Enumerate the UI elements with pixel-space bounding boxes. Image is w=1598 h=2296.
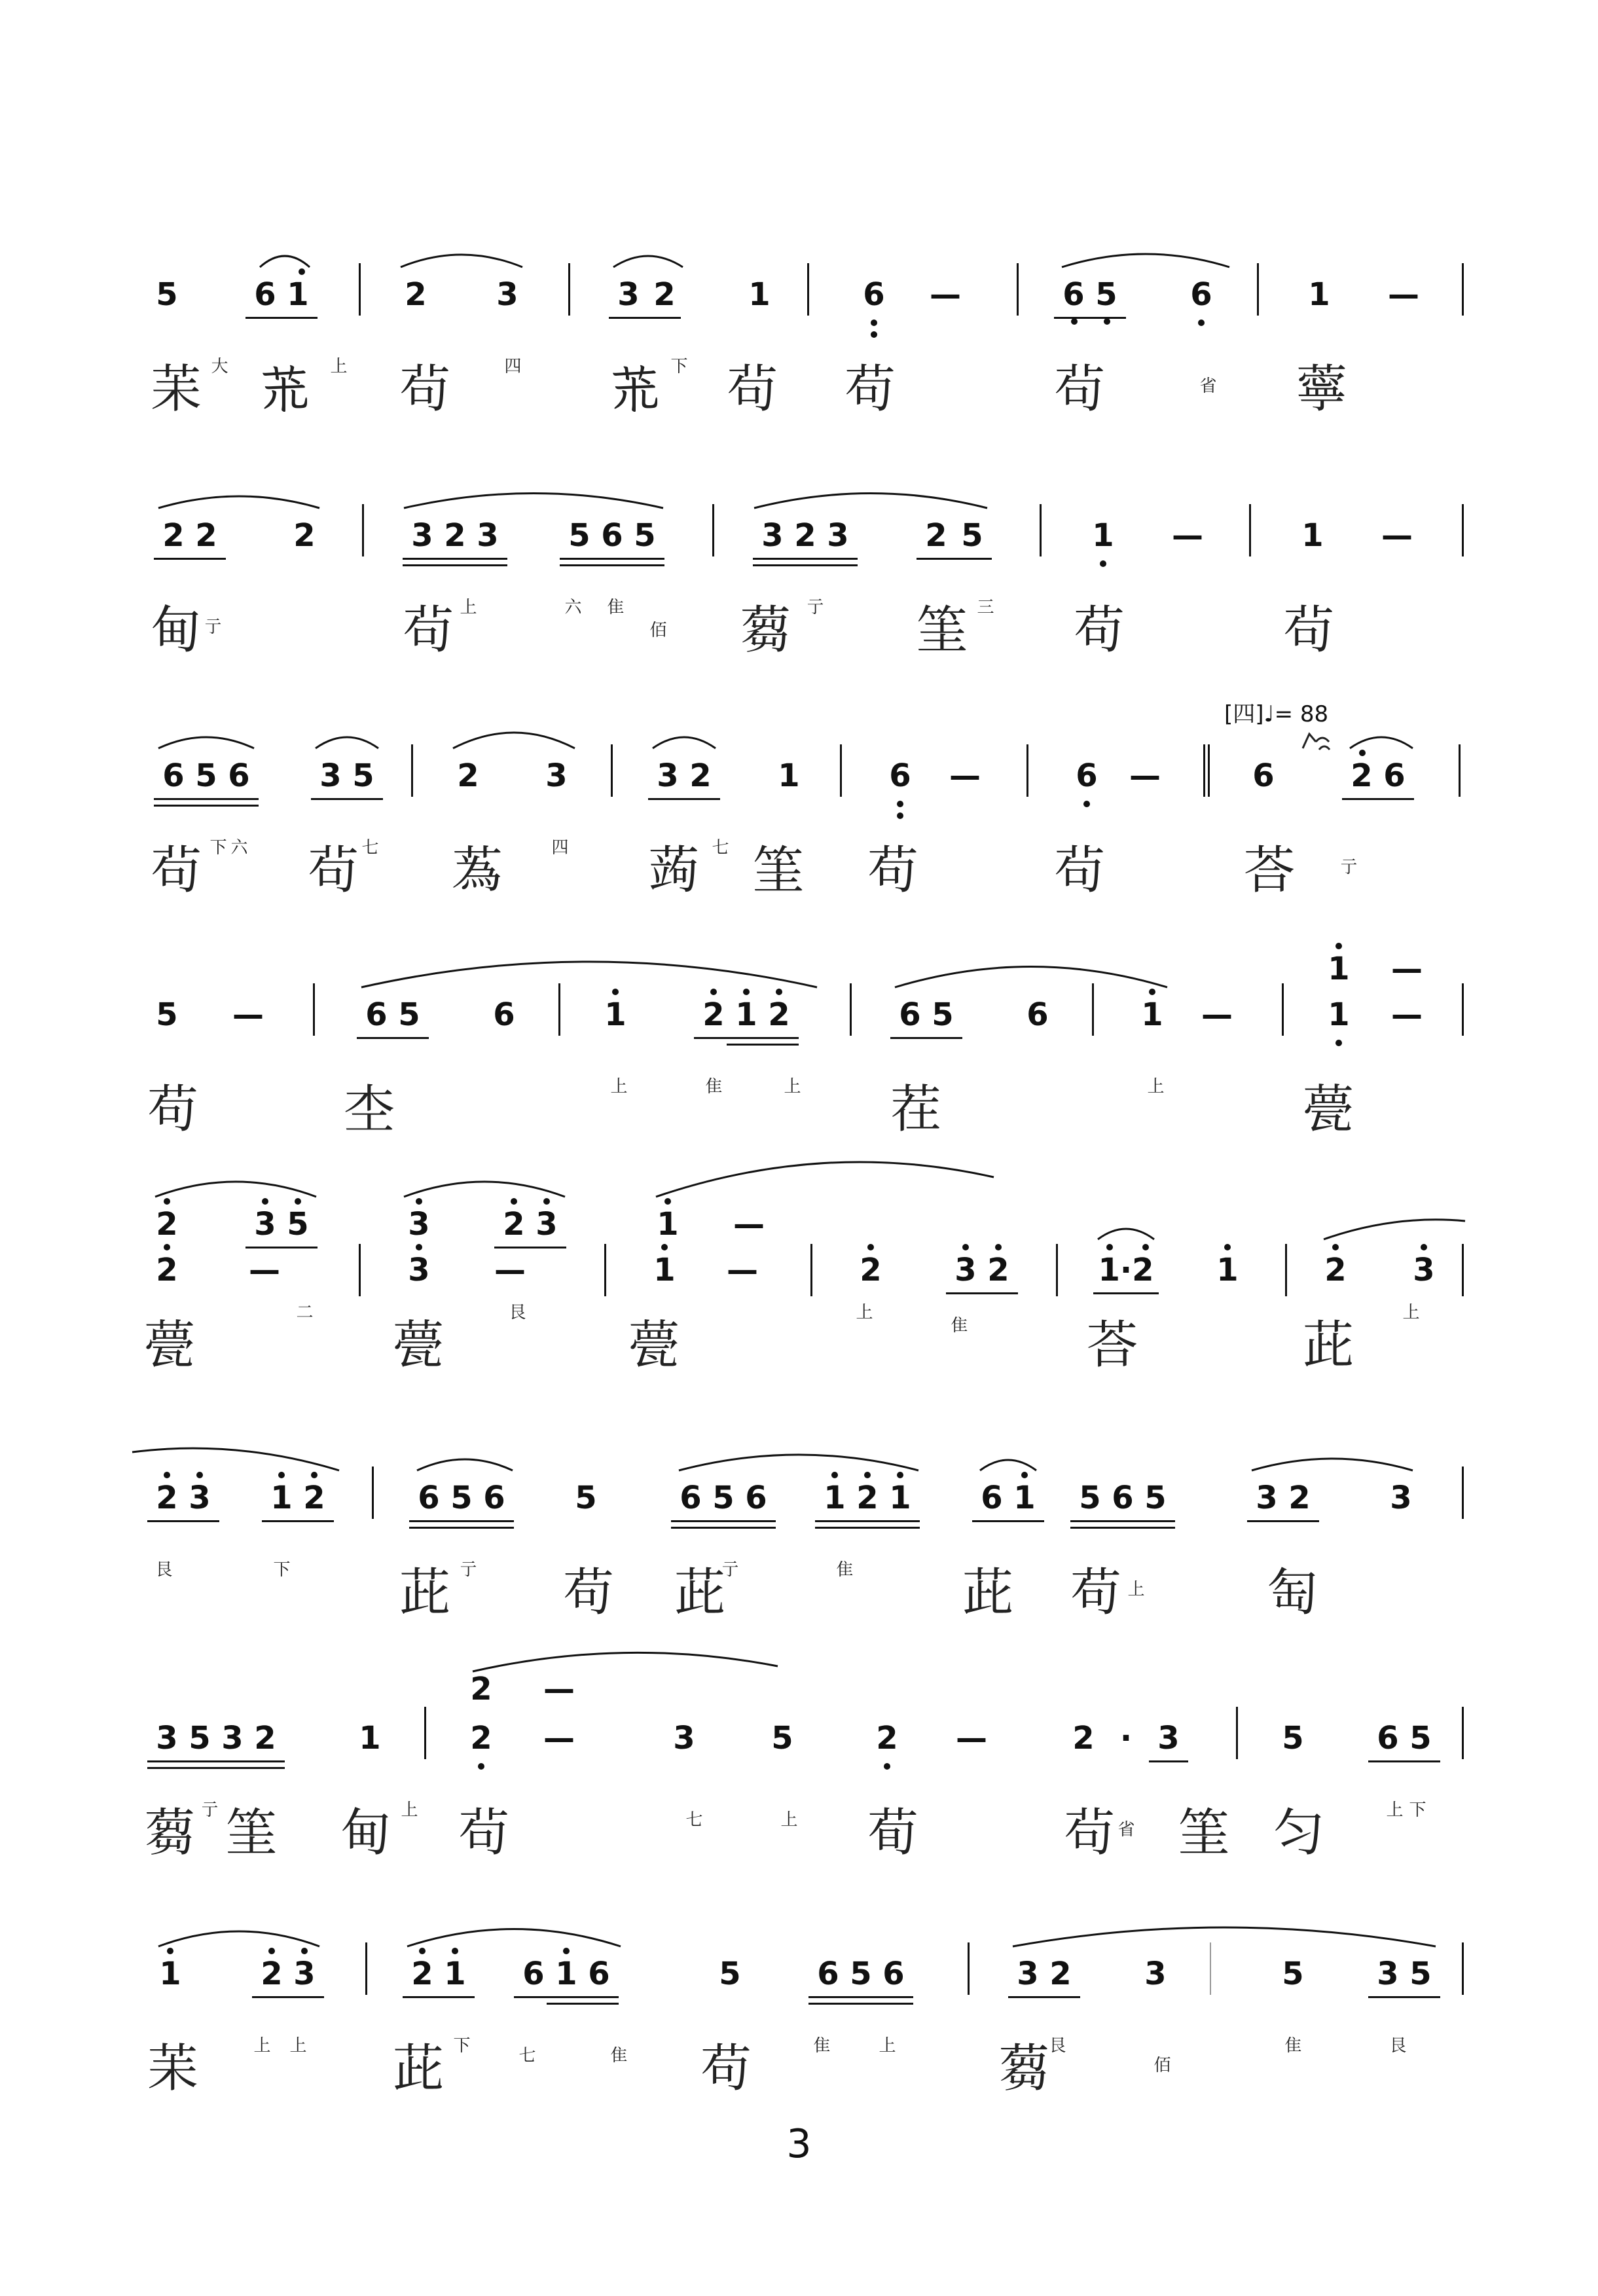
dash: — [1129, 757, 1161, 794]
note: 1·2 [1098, 1252, 1154, 1288]
tab-char: 茍 [1054, 360, 1106, 419]
tab-char: 蒍 [452, 841, 503, 900]
tab-char: 𦬸 [609, 360, 661, 419]
tab-char: 苿 [147, 2039, 199, 2098]
note: 2 [1351, 757, 1373, 794]
tab-char: 蒭 [998, 2039, 1050, 2098]
tab-mark: 上 [1125, 1580, 1144, 1597]
note: 5 [1144, 1480, 1167, 1516]
score-line-6 [0, 1478, 1598, 1675]
note: 2 [1288, 1480, 1311, 1516]
note: 1 [1328, 951, 1350, 987]
note: 1 [1141, 996, 1163, 1033]
tab-char: 茬 [890, 1080, 942, 1139]
note: 6 [817, 1956, 839, 1992]
note: 6 [588, 1956, 610, 1992]
tab-char: 甍 [393, 1316, 445, 1375]
note: 2 [156, 1206, 178, 1243]
tab-char: 蒭 [740, 601, 791, 660]
note: 5 [568, 517, 590, 554]
dash: — [232, 996, 264, 1033]
dash: — [543, 1671, 575, 1707]
tab-mark: 隹 [833, 1560, 853, 1577]
note: 2 [987, 1252, 1009, 1288]
note: 3 [1017, 1956, 1039, 1992]
dash: — [733, 1206, 765, 1243]
score-line-5 [0, 1205, 1598, 1401]
note: 6 [493, 996, 515, 1033]
note: 5 [195, 757, 217, 794]
tab-mark: 四 [501, 357, 521, 374]
tab-mark: 亍 [719, 1560, 738, 1577]
tab-mark: 亍 [198, 1800, 218, 1817]
tab-mark: 艮 [1046, 2036, 1066, 2053]
tab-mark: 隹 [702, 1077, 722, 1094]
note: 6 [365, 996, 388, 1033]
tab-char: 茍 [458, 1804, 510, 1863]
note: 5 [189, 1720, 211, 1757]
note: 1 [657, 1206, 679, 1243]
tab-char: 筀 [1178, 1804, 1230, 1863]
tab-mark: 上 [287, 2036, 306, 2053]
tab-mark: 隹 [810, 2036, 830, 2053]
note: 2 [457, 757, 479, 794]
tab-char: 茍 [1054, 841, 1106, 900]
note: 5 [1079, 1480, 1101, 1516]
note: 2 [195, 517, 217, 554]
tab-mark: 艮 [1387, 2036, 1406, 2053]
note: 3 [189, 1480, 211, 1516]
tab-char: 茍 [1283, 601, 1335, 660]
note: 1 [1013, 1480, 1036, 1516]
note: 3 [1390, 1480, 1412, 1516]
tab-mark: 隹 [604, 598, 624, 615]
note: 2 [254, 1720, 276, 1757]
tab-char: 茍 [399, 360, 451, 419]
tab-mark: 下 [1406, 1800, 1426, 1817]
tab-mark: 上 [398, 1800, 418, 1817]
note: 2 [162, 517, 185, 554]
note: 1 [444, 1956, 466, 1992]
tab-mark: 亍 [804, 598, 824, 615]
tab-mark: 二 [293, 1303, 313, 1320]
dash: — [1172, 517, 1203, 554]
tab-char: 筀 [917, 601, 968, 660]
note: 2 [411, 1956, 433, 1992]
note: 5 [450, 1480, 473, 1516]
note: 5 [961, 517, 983, 554]
tab-mark: 上 [608, 1077, 627, 1094]
tempo-mark: [四]♩= 88 [1224, 701, 1329, 727]
note: 3 [617, 276, 640, 313]
note: 3 [408, 1252, 430, 1288]
note: 3 [496, 276, 518, 313]
note: 2 [405, 276, 427, 313]
note: 2 [303, 1480, 325, 1516]
tab-char: 苟 [700, 2039, 752, 2098]
note: 6 [863, 276, 885, 313]
tab-mark: 隹 [1282, 2036, 1301, 2053]
dash: — [1381, 517, 1413, 554]
note: 6 [228, 757, 250, 794]
note: 1 [735, 996, 757, 1033]
note: 5 [1282, 1956, 1304, 1992]
note: 1 [1216, 1252, 1239, 1288]
note: 6 [1076, 757, 1098, 794]
dash: — [956, 1720, 987, 1757]
tab-mark: 四 [549, 838, 568, 855]
tab-mark: 六 [228, 838, 247, 855]
note: 5 [634, 517, 656, 554]
note: 5 [352, 757, 374, 794]
note: 3 [1144, 1956, 1167, 1992]
note: 2 [156, 1480, 178, 1516]
dash: — [1391, 951, 1423, 987]
tab-mark: 下 [270, 1560, 290, 1577]
note: 2 [925, 517, 947, 554]
tab-char: 荀 [867, 1804, 919, 1863]
note: 1 [824, 1480, 846, 1516]
note: 3 [954, 1252, 977, 1288]
tab-mark: 上 [1400, 1303, 1419, 1320]
note: 5 [575, 1480, 597, 1516]
note: 1 [653, 1252, 676, 1288]
tab-mark: 下 [450, 2036, 470, 2053]
tab-char: 茍 [151, 841, 202, 900]
tab-char: 苟 [1074, 601, 1125, 660]
dash: — [1391, 996, 1423, 1033]
tab-char: 甍 [1303, 1080, 1354, 1139]
tab-char: 苟 [867, 841, 919, 900]
tab-mark: 上 [1383, 1800, 1403, 1817]
tab-char: 苿 [151, 360, 202, 419]
note: 6 [1190, 276, 1212, 313]
dash: — [543, 1720, 575, 1757]
note: 3 [254, 1206, 276, 1243]
tab-char: 荅 [1244, 841, 1296, 900]
tab-char: 筀 [753, 841, 805, 900]
tab-char: 苟 [147, 1080, 199, 1139]
note: 1 [555, 1956, 577, 1992]
tab-mark: 上 [781, 1077, 801, 1094]
note: 2 [503, 1206, 525, 1243]
tab-char: 茈 [1303, 1316, 1354, 1375]
tab-mark: 亍 [1337, 858, 1357, 875]
tab-mark: 七 [709, 838, 729, 855]
note: 5 [771, 1720, 793, 1757]
dash: — [727, 1252, 758, 1288]
tab-char: 甍 [144, 1316, 196, 1375]
tab-mark: 大 [208, 357, 228, 374]
note: 6 [1112, 1480, 1134, 1516]
tab-char: 匀 [1273, 1804, 1325, 1863]
note: 3 [761, 517, 784, 554]
note: 2 [702, 996, 725, 1033]
tab-char: 蒟 [648, 841, 700, 900]
note: 3 [657, 757, 679, 794]
note: 1 [159, 1956, 181, 1992]
score-line-2 [0, 516, 1598, 712]
note: 1 [1301, 517, 1324, 554]
note: 3 [221, 1720, 244, 1757]
note: 6 [601, 517, 623, 554]
tab-char: 茈 [393, 2039, 445, 2098]
tab-mark: 艮 [506, 1303, 526, 1320]
note: 2 [653, 276, 676, 313]
tab-char: 茍 [727, 360, 778, 419]
dash: — [930, 276, 961, 313]
note: 1 [359, 1720, 381, 1757]
note: 6 [522, 1956, 545, 1992]
note: 3 [319, 757, 342, 794]
note: 3 [1157, 1720, 1180, 1757]
note: 3 [673, 1720, 695, 1757]
note: 5 [850, 1956, 872, 1992]
tab-mark: 七 [359, 838, 378, 855]
note: 2 [156, 1252, 178, 1288]
tab-char: 茍 [308, 841, 359, 900]
tab-char: 筀 [226, 1804, 278, 1863]
tab-mark: 省 [1115, 1820, 1135, 1837]
note: 1 [889, 1480, 911, 1516]
tab-mark: 三 [974, 598, 994, 615]
dash: — [494, 1252, 526, 1288]
note: 6 [981, 1480, 1003, 1516]
note: 5 [932, 996, 954, 1033]
note: 5 [1409, 1956, 1432, 1992]
note: 1 [1308, 276, 1330, 313]
dash: — [949, 757, 981, 794]
note: 6 [680, 1480, 702, 1516]
note: 1 [1328, 996, 1350, 1033]
tab-mark: 佰 [1151, 2056, 1171, 2073]
tab-mark: 上 [1144, 1077, 1164, 1094]
note: 6 [1026, 996, 1049, 1033]
note: 3 [293, 1956, 316, 1992]
note: 6 [745, 1480, 767, 1516]
score-line-1 [0, 275, 1598, 471]
note: 2 [689, 757, 712, 794]
note: 5 [287, 1206, 309, 1243]
tab-mark: 隹 [608, 2046, 627, 2063]
note: 3 [156, 1720, 178, 1757]
tab-mark: 七 [683, 1810, 702, 1827]
tab-char: 𦬸 [259, 360, 310, 419]
note: 3 [408, 1206, 430, 1243]
note: 2 [860, 1252, 882, 1288]
tab-mark: 艮 [153, 1560, 172, 1577]
tab-mark: 隹 [948, 1316, 968, 1333]
note: 2 [1324, 1252, 1347, 1288]
dash: — [1201, 996, 1233, 1033]
note: 1 [270, 1480, 293, 1516]
dash: — [249, 1252, 280, 1288]
note: 2 [794, 517, 816, 554]
note: 5 [712, 1480, 735, 1516]
tab-mark: 上 [251, 2036, 270, 2053]
note: 3 [827, 517, 849, 554]
tab-char: 杢 [344, 1080, 395, 1139]
note: 2 [856, 1480, 879, 1516]
tab-mark: 亍 [202, 617, 221, 634]
note: 6 [418, 1480, 440, 1516]
score-line-3 [0, 756, 1598, 953]
note: 6 [899, 996, 921, 1033]
note: 3 [536, 1206, 558, 1243]
note: 5 [719, 1956, 741, 1992]
note: 3 [545, 757, 568, 794]
tab-char: 茍 [1064, 1804, 1116, 1863]
note: 2 [768, 996, 790, 1033]
note: 1 [287, 276, 309, 313]
note: · [1119, 1720, 1133, 1757]
tab-mark: 亍 [457, 1560, 477, 1577]
tab-char: 薴 [1296, 360, 1348, 419]
page-number: 3 [786, 2121, 812, 2167]
note: 6 [483, 1480, 505, 1516]
tab-mark: 佰 [647, 621, 666, 638]
tab-mark: 六 [562, 598, 581, 615]
note: 2 [470, 1671, 492, 1707]
note: 3 [411, 517, 433, 554]
note: 2 [1049, 1956, 1072, 1992]
score-line-7 [0, 1671, 1598, 1915]
tab-mark: 上 [853, 1303, 873, 1320]
tab-mark: 上 [778, 1810, 797, 1827]
note: 2 [876, 1720, 898, 1757]
tab-char: 茈 [399, 1563, 451, 1622]
note: 5 [1095, 276, 1117, 313]
dash: — [1388, 276, 1419, 313]
note: 1 [604, 996, 626, 1033]
note: 6 [1062, 276, 1085, 313]
tab-char: 蒭 [144, 1804, 196, 1863]
tab-char: 甸 [151, 601, 202, 660]
note: 5 [1409, 1720, 1432, 1757]
tab-char: 甸 [340, 1804, 392, 1863]
tab-mark: 上 [457, 598, 477, 615]
tab-char: 茍 [403, 601, 454, 660]
note: 3 [1377, 1956, 1399, 1992]
note: 2 [444, 517, 466, 554]
note: 6 [882, 1956, 905, 1992]
note: 6 [1377, 1720, 1399, 1757]
note: 6 [1383, 757, 1406, 794]
note: 2 [1072, 1720, 1095, 1757]
tab-char: 荅 [1087, 1316, 1138, 1375]
tab-mark: 上 [327, 357, 347, 374]
tab-char: 甍 [628, 1316, 680, 1375]
note: 2 [470, 1720, 492, 1757]
note: 1 [1092, 517, 1114, 554]
note: 6 [1252, 757, 1275, 794]
tab-mark: 省 [1197, 376, 1216, 393]
note: 1 [778, 757, 800, 794]
note: 3 [477, 517, 499, 554]
note: 1 [748, 276, 771, 313]
note: 2 [293, 517, 316, 554]
note: 5 [1282, 1720, 1304, 1757]
tab-mark: 下 [668, 357, 687, 374]
note: 5 [156, 996, 178, 1033]
tab-mark: 上 [876, 2036, 896, 2053]
tab-char: 苟 [844, 360, 896, 419]
tab-mark: 下 [207, 838, 227, 855]
tab-mark: 七 [516, 2046, 536, 2063]
tab-char: 苟 [563, 1563, 615, 1622]
note: 6 [254, 276, 276, 313]
note: 3 [1413, 1252, 1435, 1288]
tab-char: 苟 [1070, 1563, 1122, 1622]
note: 5 [398, 996, 420, 1033]
tab-char: 茈 [674, 1563, 726, 1622]
note: 5 [156, 276, 178, 313]
note: 3 [1256, 1480, 1278, 1516]
tab-char: 茈 [962, 1563, 1014, 1622]
note: 6 [162, 757, 185, 794]
note: 2 [261, 1956, 283, 1992]
tab-char: 匋 [1267, 1563, 1318, 1622]
note: 6 [889, 757, 911, 794]
